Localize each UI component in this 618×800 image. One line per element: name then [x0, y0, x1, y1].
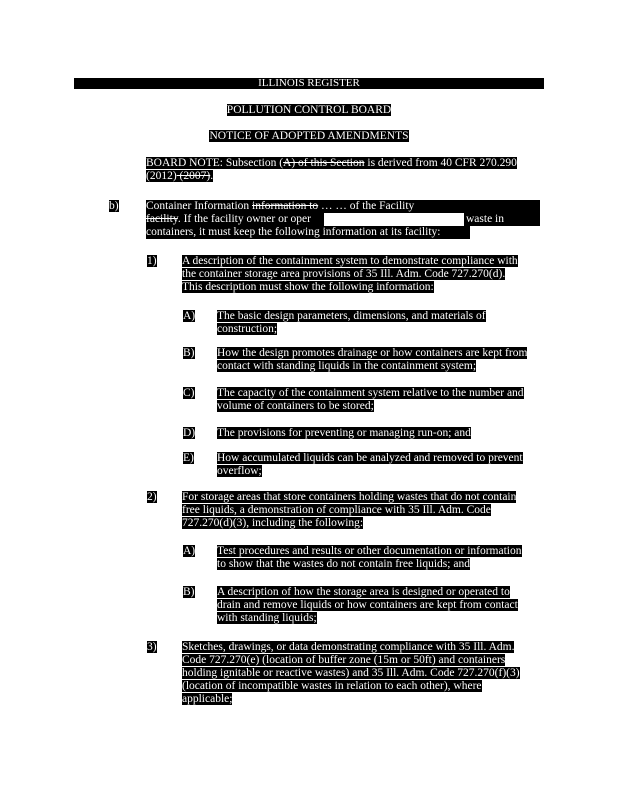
board-title: POLLUTION CONTROL BOARD [226, 104, 392, 116]
item-1b-label: B) [183, 347, 195, 359]
item-1c-label: C) [183, 387, 195, 399]
board-note: BOARD NOTE: Subsection (A) of this Section is derived from 40 CFR 270.290 (2012) (2007). [146, 157, 517, 182]
item-2a-text: Test procedures and results or other documentation or information to show that the wastes do not contain free liquids; and [217, 545, 522, 570]
item-1-text: A description of the containment system to demonstrate compliance with the container storage area provisions of 35 Ill. Adm. Code 727.270(d). This description must show the following information: [182, 255, 518, 293]
item-b-text: Container Information information to … … of the Facility facility. If the facility owner or oper waste in containers, it must keep the following information at its facility: [146, 200, 544, 239]
item-1b-text: How the design promotes drainage or how containers are kept from contact with standing liquids in the containment system; [217, 347, 528, 372]
redacted-area [324, 213, 464, 226]
item-2b-label: B) [183, 586, 195, 598]
item-1a-text: The basic design parameters, dimensions, and materials of construction; [217, 310, 486, 335]
item-2-label: 2) [147, 491, 157, 503]
item-3-text: Sketches, drawings, or data demonstrating compliance with 35 Ill. Adm. Code 727.270(e) (location of buffer zone (15m or 50ft) and containers holding ignitable or reactive wastes) and 35 Ill. Adm. Code 727.270(f)(3) (location of incompatible wastes in relation to each other), where applicable; [182, 641, 520, 705]
item-1c-text: The capacity of the containment system relative to the number and volume of containers to be stored; [217, 387, 524, 412]
item-2a-label: A) [183, 545, 196, 557]
item-2b-text: A description of how the storage area is designed or operated to drain and remove liquids or how containers are kept from contact with standing liquids; [217, 586, 518, 624]
item-1d-text: The provisions for preventing or managing run-on; and [217, 427, 471, 439]
item-3-label: 3) [147, 641, 157, 653]
register-title: ILLINOIS REGISTER [258, 77, 360, 89]
item-b-label: b) [109, 200, 119, 212]
item-1e-text: How accumulated liquids can be analyzed and removed to prevent overflow; [217, 452, 523, 477]
item-1e-label: E) [183, 452, 194, 464]
notice-title: NOTICE OF ADOPTED AMENDMENTS [209, 130, 409, 142]
item-1a-label: A) [183, 310, 196, 322]
item-1-label: 1) [147, 255, 157, 267]
item-1d-label: D) [183, 427, 196, 439]
item-2-text: For storage areas that store containers holding wastes that do not contain free liquids, a demonstration of compliance with 35 Ill. Adm. Code 727.270(d)(3), including the following: [182, 491, 517, 529]
